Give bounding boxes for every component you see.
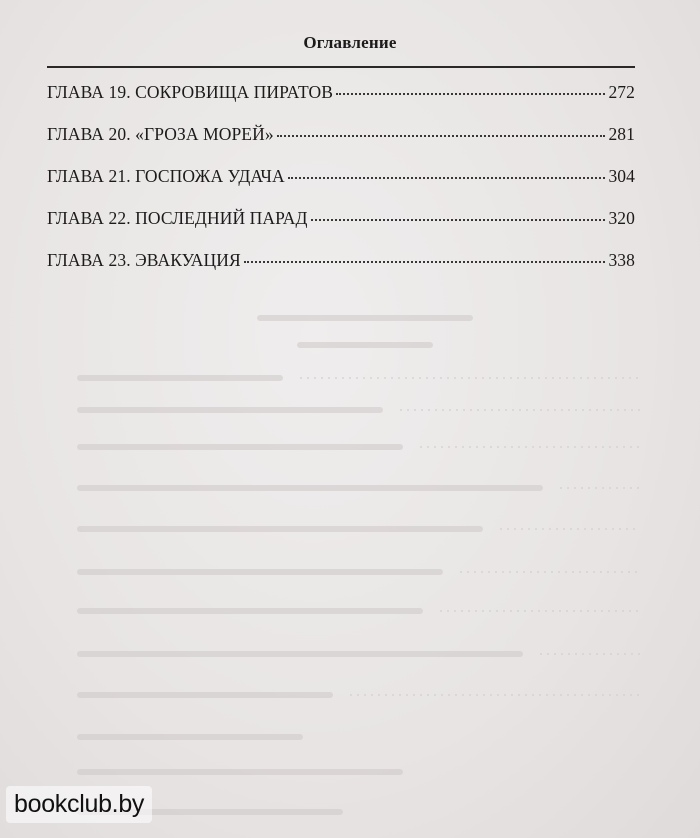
title-divider <box>47 66 635 68</box>
toc-chapter-title: ГЛАВА 21. ГОСПОЖА УДАЧА <box>47 166 285 186</box>
toc-chapter-title: ГЛАВА 23. ЭВАКУАЦИЯ <box>47 250 241 270</box>
toc-entry-chapter-22[interactable] <box>47 208 635 250</box>
toc-page-number: 272 <box>608 82 635 102</box>
toc-entry-chapter-20[interactable] <box>47 124 635 166</box>
toc-entry-chapter-21[interactable] <box>47 166 635 208</box>
toc-dot-leader <box>336 92 605 95</box>
toc-entry-chapter-23[interactable] <box>47 250 635 292</box>
toc-dot-leader <box>288 176 606 179</box>
toc-page-number: 304 <box>608 166 635 186</box>
toc-page-number: 281 <box>608 124 635 144</box>
toc-page-number: 338 <box>608 250 635 270</box>
toc-dot-leader <box>244 260 606 263</box>
table-of-contents <box>47 82 635 292</box>
toc-chapter-title: ГЛАВА 20. «ГРОЗА МОРЕЙ» <box>47 124 274 144</box>
toc-dot-leader <box>277 134 606 137</box>
toc-dot-leader <box>311 218 606 221</box>
toc-chapter-title: ГЛАВА 22. ПОСЛЕДНИЙ ПАРАД <box>47 208 308 228</box>
toc-page-number: 320 <box>608 208 635 228</box>
toc-entry-chapter-19[interactable] <box>47 82 635 124</box>
watermark-logo: bookclub.by <box>6 786 152 823</box>
page-title: Оглавление <box>303 33 397 52</box>
toc-chapter-title: ГЛАВА 19. СОКРОВИЩА ПИРАТОВ <box>47 82 334 102</box>
